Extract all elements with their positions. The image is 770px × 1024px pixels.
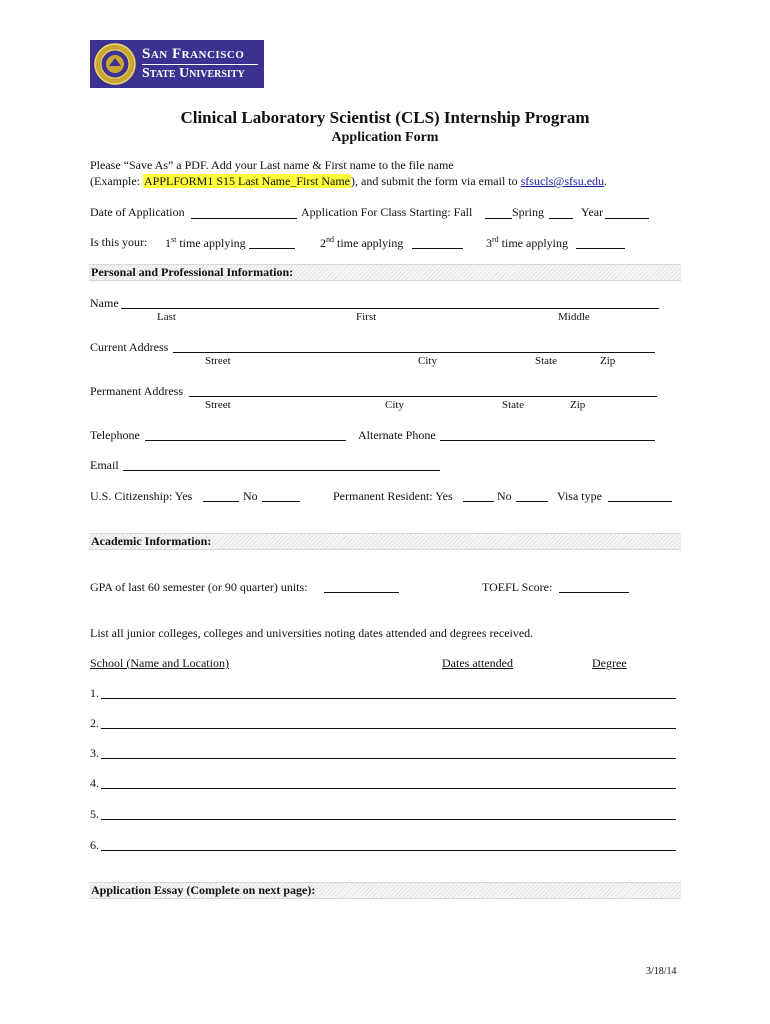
section-essay-title: Application Essay (Complete on next page): bbox=[91, 883, 316, 897]
page-title: Clinical Laboratory Scientist (CLS) Internship Program bbox=[180, 108, 590, 127]
permanent-address-field[interactable] bbox=[189, 396, 657, 397]
current-address-label: Current Address bbox=[90, 340, 169, 354]
resident-no-field[interactable] bbox=[516, 501, 548, 502]
school-row-number: 3. bbox=[90, 746, 99, 760]
alternate-phone-field[interactable] bbox=[440, 440, 655, 441]
instructions-line-1: Please “Save As” a PDF. Add your Last name & First name to the file name bbox=[90, 158, 454, 172]
name-field[interactable] bbox=[121, 308, 659, 309]
citizenship-yes-field[interactable] bbox=[203, 501, 239, 502]
citizenship-no-field[interactable] bbox=[262, 501, 300, 502]
school-row-number: 6. bbox=[90, 838, 99, 852]
logo-line-2: State University bbox=[142, 66, 245, 81]
year-field[interactable] bbox=[605, 218, 649, 219]
school-row-field[interactable] bbox=[101, 788, 676, 789]
school-row-number: 5. bbox=[90, 807, 99, 821]
school-row-field[interactable] bbox=[101, 850, 676, 851]
schools-instruction: List all junior colleges, colleges and universities noting dates attended and degrees received. bbox=[90, 626, 534, 640]
school-row-number: 2. bbox=[90, 716, 99, 730]
current-state-label: State bbox=[535, 355, 557, 367]
email-label: Email bbox=[90, 458, 119, 472]
first-time-option: 1st time applying bbox=[165, 235, 246, 250]
permanent-zip-label: Zip bbox=[570, 399, 586, 411]
year-label: Year bbox=[581, 205, 604, 219]
date-of-application-field[interactable] bbox=[191, 218, 297, 219]
citizenship-no-label: No bbox=[243, 489, 258, 503]
current-address-field[interactable] bbox=[173, 352, 655, 353]
resident-label: Permanent Resident: Yes bbox=[333, 489, 453, 503]
school-row-field[interactable] bbox=[101, 758, 676, 759]
third-time-option: 3rd time applying bbox=[486, 235, 568, 250]
attempt-label: Is this your: bbox=[90, 235, 148, 249]
visa-type-label: Visa type bbox=[557, 489, 602, 503]
toefl-label: TOEFL Score: bbox=[482, 580, 553, 594]
instructions-middle: ), and submit the form via email to bbox=[351, 174, 518, 188]
telephone-field[interactable] bbox=[145, 440, 346, 441]
gpa-label: GPA of last 60 semester (or 90 quarter) units: bbox=[90, 580, 308, 594]
telephone-label: Telephone bbox=[90, 428, 140, 442]
university-logo bbox=[90, 40, 264, 88]
current-street-label: Street bbox=[205, 355, 231, 367]
permanent-street-label: Street bbox=[205, 399, 231, 411]
school-row-field[interactable] bbox=[101, 728, 676, 729]
fall-field[interactable] bbox=[485, 218, 512, 219]
name-middle-label: Middle bbox=[558, 311, 590, 323]
date-of-application-label: Date of Application bbox=[90, 205, 185, 219]
section-personal-header bbox=[89, 264, 681, 281]
logo-divider bbox=[142, 64, 258, 65]
page-subtitle: Application Form bbox=[331, 130, 439, 145]
email-field[interactable] bbox=[123, 470, 440, 471]
resident-no-label: No bbox=[497, 489, 512, 503]
citizenship-label: U.S. Citizenship: Yes bbox=[90, 489, 193, 503]
logo-line-1: San Francisco bbox=[142, 46, 245, 62]
resident-yes-field[interactable] bbox=[463, 501, 494, 502]
permanent-city-label: City bbox=[385, 399, 404, 411]
spring-field[interactable] bbox=[549, 218, 573, 219]
spring-label: Spring bbox=[512, 205, 545, 219]
school-row-field[interactable] bbox=[101, 698, 676, 699]
second-time-option: 2nd time applying bbox=[320, 235, 404, 250]
current-zip-label: Zip bbox=[600, 355, 616, 367]
visa-type-field[interactable] bbox=[608, 501, 672, 502]
permanent-state-label: State bbox=[502, 399, 524, 411]
class-starting-label: Application For Class Starting: Fall bbox=[301, 205, 473, 219]
email-link[interactable]: sfsucls@sfsu.edu bbox=[520, 174, 605, 188]
dates-column-header: Dates attended bbox=[442, 656, 513, 670]
school-row-number: 4. bbox=[90, 776, 99, 790]
example-filename: APPLFORM1 S15 Last Name_First Name bbox=[143, 174, 350, 188]
third-time-field[interactable] bbox=[576, 248, 625, 249]
alternate-phone-label: Alternate Phone bbox=[358, 428, 436, 442]
name-first-label: First bbox=[356, 311, 377, 323]
second-time-field[interactable] bbox=[412, 248, 463, 249]
section-academic-header bbox=[89, 533, 681, 550]
section-essay-header bbox=[89, 882, 681, 899]
name-label: Name bbox=[90, 296, 119, 310]
section-academic-title: Academic Information: bbox=[91, 534, 212, 548]
first-time-field[interactable] bbox=[249, 248, 295, 249]
instructions-prefix: (Example: bbox=[90, 174, 140, 188]
current-city-label: City bbox=[418, 355, 437, 367]
instructions-suffix: . bbox=[604, 174, 608, 188]
instructions-line-2 bbox=[90, 174, 607, 189]
school-row-field[interactable] bbox=[101, 819, 676, 820]
gpa-field[interactable] bbox=[324, 592, 399, 593]
section-personal-title: Personal and Professional Information: bbox=[91, 265, 294, 279]
footer-date: 3/18/14 bbox=[646, 966, 677, 977]
toefl-field[interactable] bbox=[559, 592, 629, 593]
degree-column-header: Degree bbox=[592, 656, 627, 670]
permanent-address-label: Permanent Address bbox=[90, 384, 183, 398]
university-seal-icon bbox=[93, 42, 137, 86]
school-column-header: School (Name and Location) bbox=[90, 656, 229, 670]
name-last-label: Last bbox=[157, 311, 176, 323]
school-row-number: 1. bbox=[90, 686, 99, 700]
